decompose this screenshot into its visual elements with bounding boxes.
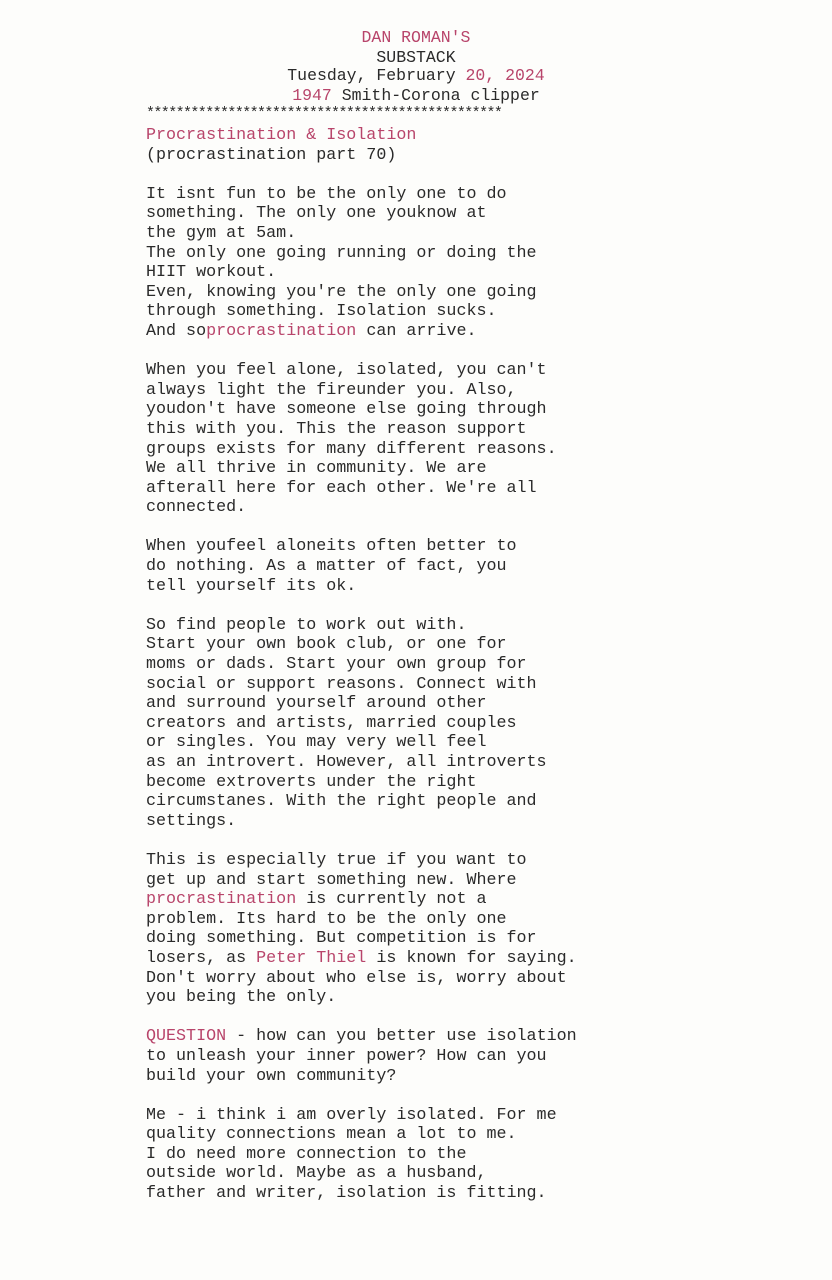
paragraph-4 <box>146 616 806 832</box>
text-line: Me - i think i am overly isolated. For me <box>146 1105 557 1125</box>
text-line: doing something. But competition is for <box>146 929 537 949</box>
paragraph-answer <box>146 1106 806 1204</box>
text-line <box>146 949 806 969</box>
text-line: become extroverts under the right <box>146 772 477 792</box>
text-line: moms or dads. Start your own group for <box>146 655 527 675</box>
text-fragment: - how can you better use isolation <box>226 1027 577 1047</box>
article-body <box>146 126 806 1204</box>
text-line: groups exists for many different reasons. <box>146 439 557 459</box>
text-line: something. The only one youknow at <box>146 204 487 224</box>
text-line: settings. <box>146 811 237 831</box>
text-line: quality connections mean a lot to me. <box>146 1125 517 1145</box>
paragraph-2 <box>146 361 806 518</box>
text-line: youdon't have someone else going through <box>146 400 547 420</box>
text-line: Don't worry about who else is, worry about <box>146 968 567 988</box>
typewriter-name: Smith-Corona clipper <box>331 86 540 105</box>
typewriter-year: 1947 <box>292 86 332 105</box>
text-line <box>146 322 806 342</box>
text-line: connected. <box>146 498 247 518</box>
highlight-procrastination: procrastination <box>146 890 297 910</box>
text-fragment: is known for saying. <box>366 948 577 968</box>
date-day-year: 20, 2024 <box>465 66 545 85</box>
article-subtitle: (procrastination part 70) <box>146 145 397 165</box>
text-line: get up and start something new. Where <box>146 870 517 890</box>
text-line: the gym at 5am. <box>146 223 297 243</box>
date-line <box>0 66 832 86</box>
text-line: afterall here for each other. We're all <box>146 478 537 498</box>
text-line: circumstanes. With the right people and <box>146 792 537 812</box>
publication-heading: SUBSTACK <box>376 48 456 67</box>
text-line: When youfeel aloneits often better to <box>146 537 517 557</box>
text-line: creators and artists, married couples <box>146 713 517 733</box>
text-line: you being the only. <box>146 988 337 1008</box>
text-line: build your own community? <box>146 1066 397 1086</box>
text-line: HIIT workout. <box>146 263 277 283</box>
author-heading: DAN ROMAN'S <box>361 28 471 47</box>
text-line: problem. Its hard to be the only one <box>146 909 507 929</box>
paragraph-5 <box>146 851 806 1008</box>
text-line: to unleash your inner power? How can you <box>146 1046 547 1066</box>
text-line <box>146 890 806 910</box>
text-fragment: can arrive. <box>356 321 477 341</box>
text-line: or singles. You may very well feel <box>146 733 487 753</box>
text-line: This is especially true if you want to <box>146 850 527 870</box>
highlight-question: QUESTION <box>146 1027 227 1047</box>
paragraph-question <box>146 1027 806 1086</box>
text-line: through something. Isolation sucks. <box>146 302 497 322</box>
text-line: this with you. This the reason support <box>146 419 527 439</box>
text-line: as an introvert. However, all introverts <box>146 753 547 772</box>
typewriter-line <box>0 86 832 106</box>
text-line: So find people to work out with. <box>146 615 467 635</box>
text-line: father and writer, isolation is fitting. <box>146 1184 547 1204</box>
text-line: social or support reasons. Connect with <box>146 674 537 694</box>
text-line: do nothing. As a matter of fact, you <box>146 557 507 577</box>
text-line: Start your own book club, or one for <box>146 635 507 655</box>
text-fragment: And so <box>146 321 207 341</box>
highlight-procrastination: procrastination <box>206 321 357 341</box>
paragraph-3 <box>146 537 806 596</box>
article-title: Procrastination & Isolation <box>146 126 417 145</box>
text-line: It isnt fun to be the only one to do <box>146 184 507 204</box>
text-line <box>146 1027 806 1047</box>
text-fragment: losers, as <box>146 948 257 968</box>
text-line: The only one going running or doing the <box>146 243 537 263</box>
text-line: outside world. Maybe as a husband, <box>146 1164 487 1184</box>
date-prefix: Tuesday, February <box>287 66 466 85</box>
text-line: always light the fireunder you. Also, <box>146 380 517 400</box>
text-fragment: is currently not a <box>296 890 487 910</box>
text-line: When you feel alone, isolated, you can't <box>146 361 547 381</box>
star-divider: ************************************************ <box>146 105 502 122</box>
highlight-peter-thiel: Peter Thiel <box>256 948 367 968</box>
text-line: I do need more connection to the <box>146 1144 467 1164</box>
text-line: Even, knowing you're the only one going <box>146 282 537 302</box>
paragraph-1 <box>146 185 806 342</box>
text-line: tell yourself its ok. <box>146 576 357 596</box>
text-line: and surround yourself around other <box>146 694 487 714</box>
text-line: We all thrive in community. We are <box>146 459 487 479</box>
